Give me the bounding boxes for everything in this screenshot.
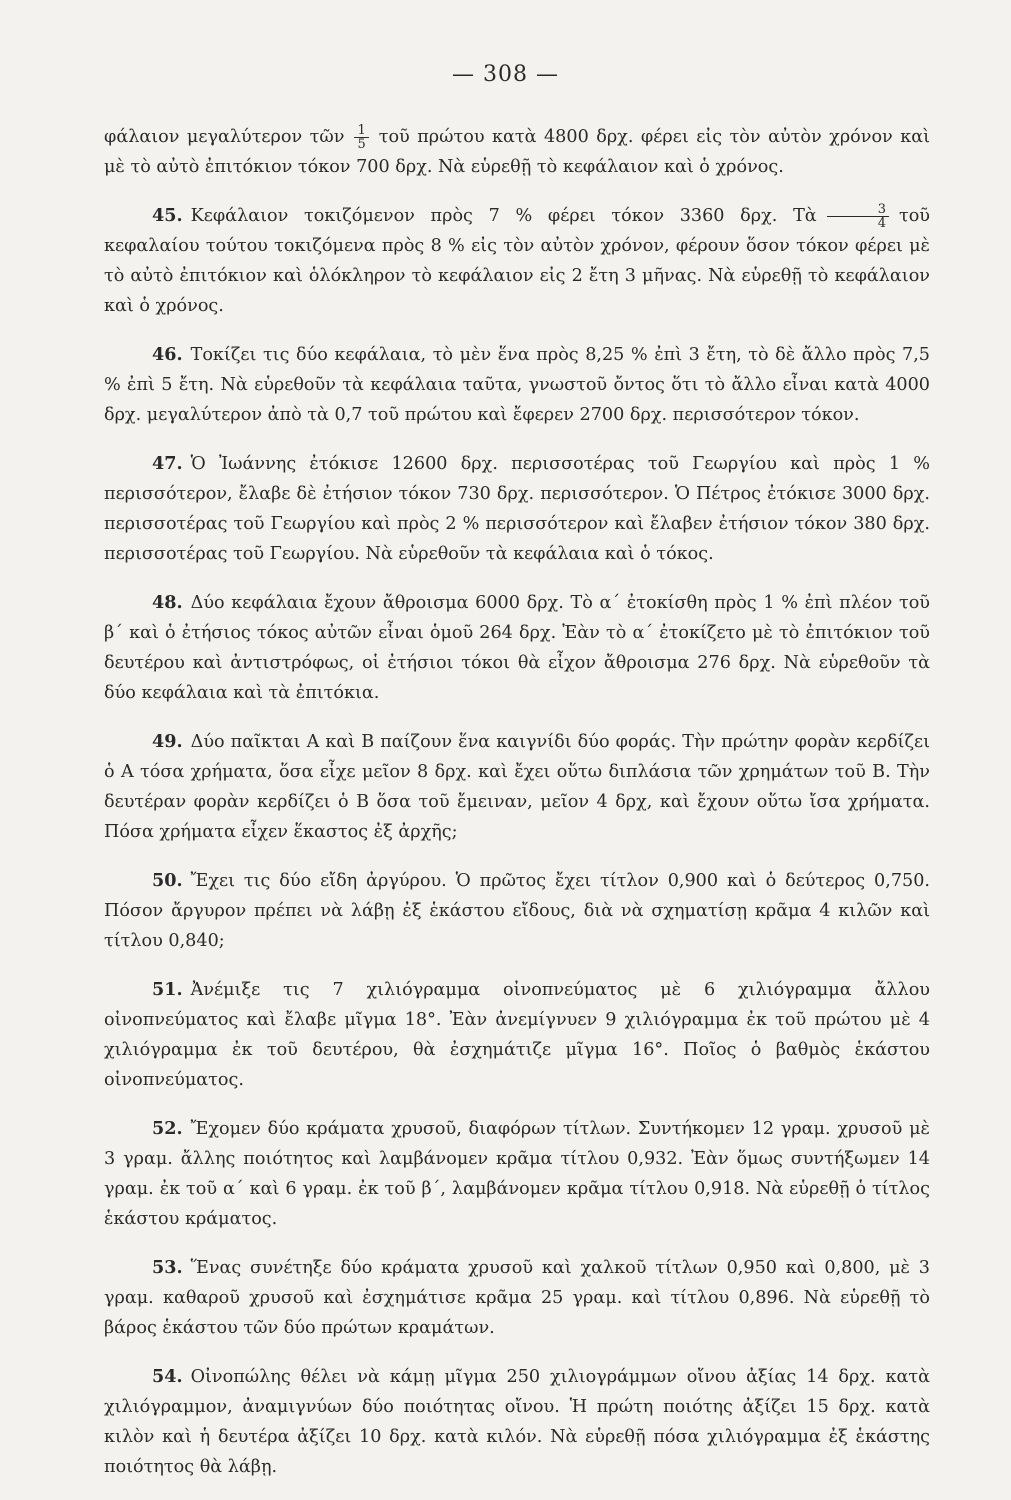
- problem-45: [104, 201, 930, 321]
- problem-text: Ὁ Ἰωάννης ἐτόκισε 12600 δρχ. περισσοτέρας τοῦ Γεωργίου καὶ πρὸς 1 % περισσότερον, ἔλαβε δὲ ἐτήσιον τόκον 730 δρχ. περισσότερον. Ὁ Πέτρος ἐτόκισε 3000 δρχ. περισσοτέρας τοῦ Γεωργίου καὶ πρὸς 2 % περισσότερον καὶ ἔλαβεν ἐτήσιον τόκον 380 δρχ. περισσοτέρας τοῦ Γεωργίου. Νὰ εὑρεθοῦν τὰ κεφάλαια καὶ ὁ τόκος.: [104, 454, 930, 564]
- problem-text: Τοκίζει τις δύο κεφάλαια, τὸ μὲν ἕνα πρὸς 8,25 % ἐπὶ 3 ἔτη, τὸ δὲ ἄλλο πρὸς 7,5 % ἐπὶ 5 ἔτη. Νὰ εὑρεθοῦν τὰ κεφάλαια ταῦτα, γνωστοῦ ὄντος ὅτι τὸ ἄλλο εἶναι κατὰ 4000 δρχ. μεγαλύτερον ἀπὸ τὰ 0,7 τοῦ πρώτου καὶ ἔφερεν 2700 δρχ. περισσότερον τόκον.: [104, 345, 930, 425]
- problem-48: [104, 588, 930, 708]
- intro-text-after: τοῦ πρώτου κατὰ 4800 δρχ. φέρει εἰς τὸν αὐτὸν χρόνον καὶ μὲ τὸ αὐτὸ ἐπιτόκιον τόκον 700 δρχ. Νὰ εὑρεθῇ τὸ κεφάλαιον καὶ ὁ χρόνος.: [104, 127, 930, 177]
- problem-text: Ἀνέμιξε τις 7 χιλιόγραμμα οἰνοπνεύματος μὲ 6 χιλιόγραμμα ἄλλου οἰνοπνεύματος καὶ ἔλαβε μῖγμα 18°. Ἐὰν ἀνεμίγνυεν 9 χιλιόγραμμα ἐκ τοῦ πρώτου μὲ 4 χιλιόγραμμα ἐκ τοῦ δευτέρου, θὰ ἐσχημάτιζε μῖγμα 16°. Ποῖος ὁ βαθμὸς ἑκάστου οἰνοπνεύματος.: [104, 980, 930, 1090]
- problem-50: [104, 866, 930, 956]
- fraction-denominator: 4: [877, 215, 886, 231]
- intro-text-before: φάλαιον μεγαλύτερον τῶν: [104, 127, 345, 147]
- problem-number: 54.: [152, 1366, 183, 1387]
- intro-fraction: [354, 124, 368, 151]
- problem-number: 48.: [152, 592, 183, 613]
- page-number: — 308 —: [452, 62, 559, 87]
- problem-46: [104, 340, 930, 430]
- problem-49: [104, 727, 930, 847]
- intro-paragraph: [104, 122, 930, 182]
- problem-text: Ἔχει τις δύο εἴδη ἀργύρου. Ὁ πρῶτος ἔχει τίτλον 0,900 καὶ ὁ δεύτερος 0,750. Πόσον ἄργυρον πρέπει νὰ λάβῃ ἐξ ἑκάστου εἴδους, διὰ νὰ σχηματίσῃ κρᾶμα 4 κιλῶν καὶ τίτλου 0,840;: [104, 871, 930, 951]
- problem-text: Οἰνοπώλης θέλει νὰ κάμῃ μῖγμα 250 χιλιογράμμων οἴνου ἀξίας 14 δρχ. κατὰ χιλιόγραμμον, ἀναμιγνύων δύο ποιότητας οἴνου. Ἡ πρώτη ποιότης ἀξίζει 15 δρχ. κατὰ κιλὸν καὶ ἡ δευτέρα ἀξίζει 10 δρχ. κατὰ κιλόν. Νὰ εὑρεθῇ πόσα χιλιόγραμμα ἐξ ἑκάστης ποιότητος θὰ λάβῃ.: [104, 1367, 930, 1477]
- fraction-numerator: 1: [354, 124, 368, 138]
- problem-number: 50.: [152, 870, 183, 891]
- problem-52: [104, 1114, 930, 1234]
- problem-51: [104, 975, 930, 1095]
- problem-53: [104, 1253, 930, 1343]
- problem-54: [104, 1362, 930, 1482]
- problem-47: [104, 449, 930, 569]
- problem-fraction: [827, 203, 889, 230]
- problem-number: 51.: [152, 979, 183, 1000]
- problem-text: Δύο παῖκται Α καὶ Β παίζουν ἕνα καιγνίδι δύο φοράς. Τὴν πρώτην φορὰν κερδίζει ὁ Α τόσα χρήματα, ὅσα εἶχε μεῖον 8 δρχ. καὶ ἔχει οὕτω διπλάσια τῶν χρημάτων τοῦ Β. Τὴν δευτέραν φορὰν κερδίζει ὁ Β ὅσα τοῦ ἔμειναν, μεῖον 4 δρχ, καὶ ἔχουν οὕτω ἴσα χρήματα. Πόσα χρήματα εἶχεν ἕκαστος ἐξ ἀρχῆς;: [104, 732, 930, 842]
- problem-text: Ἔχομεν δύο κράματα χρυσοῦ, διαφόρων τίτλων. Συντήκομεν 12 γραμ. χρυσοῦ μὲ 3 γραμ. ἄλλης ποιότητος καὶ λαμβάνομεν κρᾶμα τίτλου 0,932. Ἐὰν ὅμως συντήξωμεν 14 γραμ. ἐκ τοῦ α´ καὶ 6 γραμ. ἐκ τοῦ β´, λαμβάνομεν κρᾶμα τίτλου 0,918. Νὰ εὑρεθῇ ὁ τίτλος ἑκάστου κράματος.: [104, 1119, 930, 1229]
- problem-text-after: τοῦ κεφαλαίου τούτου τοκιζόμενα πρὸς 8 % εἰς τὸν αὐτὸν χρόνον, φέρουν ὅσον τόκον φέρει μὲ τὸ αὐτὸ ἐπιτόκιον καὶ ὁλόκληρον τὸ κεφάλαιον εἰς 2 ἔτη 3 μῆνας. Νὰ εὑρεθῇ τὸ κεφάλαιον καὶ ὁ χρόνος.: [104, 206, 930, 316]
- fraction-denominator: 5: [357, 136, 366, 152]
- problem-text: Ἕνας συνέτηξε δύο κράματα χρυσοῦ καὶ χαλκοῦ τίτλων 0,950 καὶ 0,800, μὲ 3 γραμ. καθαροῦ χρυσοῦ καὶ ἐσχημάτισε κρᾶμα 25 γραμ. καὶ τίτλου 0,896. Νὰ εὑρεθῇ τὸ βάρος ἑκάστου τῶν δύο πρώτων κραμάτων.: [104, 1258, 930, 1338]
- problem-number: 45.: [152, 205, 183, 226]
- problem-number: 53.: [152, 1257, 183, 1278]
- fraction-numerator: 3: [827, 203, 889, 217]
- problem-text: Δύο κεφάλαια ἔχουν ἄθροισμα 6000 δρχ. Τὸ α´ ἐτοκίσθη πρὸς 1 % ἐπὶ πλέον τοῦ β´ καὶ ὁ ἐτήσιος τόκος αὐτῶν εἶναι ὁμοῦ 264 δρχ. Ἐὰν τὸ α´ ἐτοκίζετο μὲ τὸ ἐπιτόκιον τοῦ δευτέρου καὶ ἀντιστρόφως, οἱ ἐτήσιοι τόκοι θὰ εἶχον ἄθροισμα 276 δρχ. Νὰ εὑρεθοῦν τὰ δύο κεφάλαια καὶ τὰ ἐπιτόκια.: [104, 593, 930, 703]
- page-text: [104, 122, 930, 1482]
- problem-number: 47.: [152, 453, 183, 474]
- problem-number: 52.: [152, 1118, 183, 1139]
- problem-number: 46.: [152, 344, 183, 365]
- problem-text-before: Κεφάλαιον τοκιζόμενον πρὸς 7 % φέρει τόκον 3360 δρχ. Τὰ: [190, 206, 817, 226]
- problem-number: 49.: [152, 731, 183, 752]
